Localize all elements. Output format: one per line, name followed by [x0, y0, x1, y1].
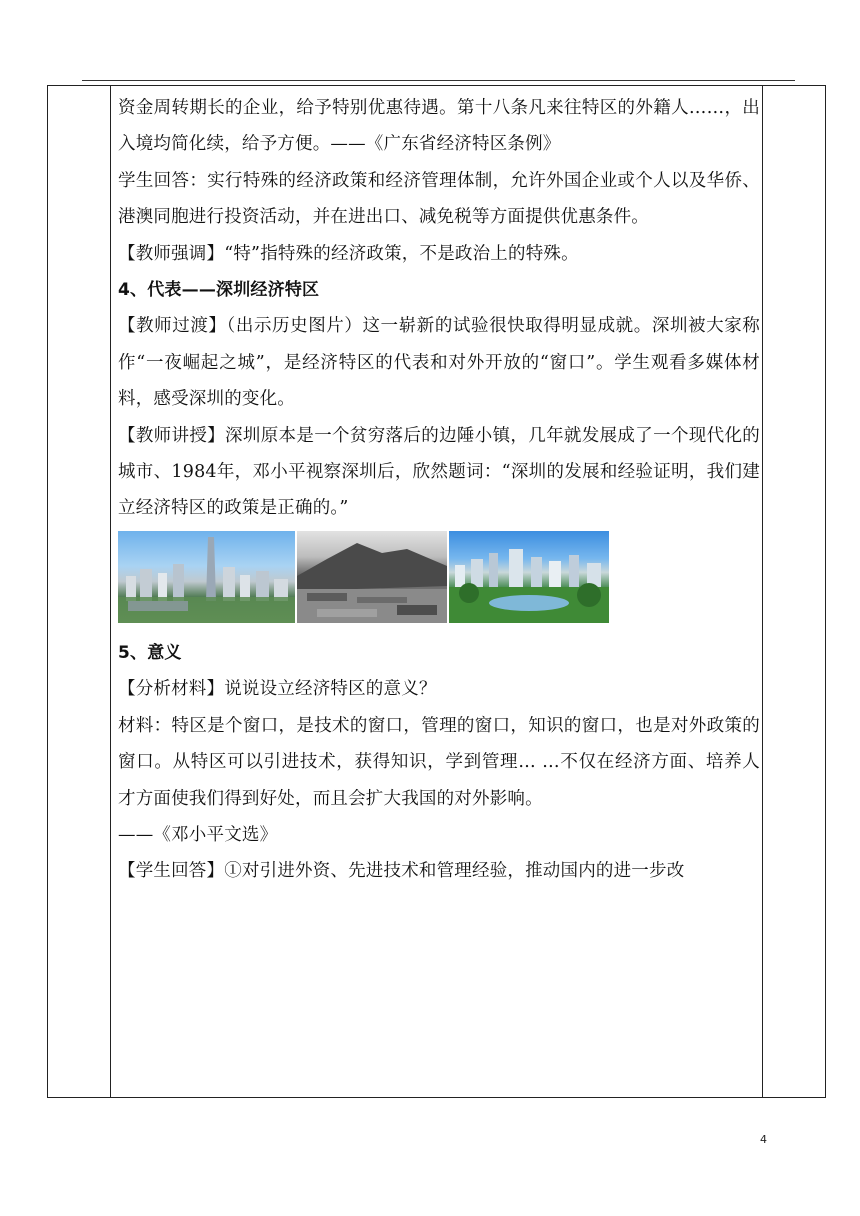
material-paragraph: 资金周转期长的企业，给予特别优惠待遇。第十八条凡来往特区的外籍人……，出入境均简化续，给予方便。——《广东省经济特区条例》: [118, 98, 760, 155]
page-number: 4: [760, 1133, 767, 1146]
teacher-transition-paragraph: 【教师过渡】（出示历史图片）这一崭新的试验很快取得明显成就。深圳被大家称作“一夜崛起之城”，是经济特区的代表和对外开放的“窗口”。学生观看多媒体材料，感受深圳的变化。: [118, 316, 760, 410]
old-shenzhen-village-photo: [297, 531, 447, 623]
teacher-lecture-paragraph: 【教师讲授】深圳原本是一个贫穷落后的边陲小镇，几年就发展成了一个现代化的城市、1984年，邓小平视察深圳后，欣然题词：“深圳的发展和经验证明，我们建立经济特区的政策是正确的。”: [118, 425, 760, 519]
material-quote-paragraph: 材料：特区是个窗口，是技术的窗口，管理的窗口，知识的窗口，也是对外政策的窗口。从特区可以引进技术，获得知识，学到管理… …不仅在经济方面、培养人才方面使我们得到好处，而且会扩大我国的对外影响。: [118, 715, 760, 809]
shenzhen-photos: [118, 531, 760, 623]
quote-source: ——《邓小平文选》: [118, 824, 278, 845]
section-heading-representative: 4、代表——深圳经济特区: [118, 280, 320, 301]
section-heading-significance: 5、意义: [118, 642, 182, 663]
analysis-question-paragraph: 【分析材料】说说设立经济特区的意义？: [118, 679, 437, 700]
shenzhen-park-photo: [449, 531, 609, 623]
lesson-content: [118, 90, 760, 890]
table-column-divider-right: [762, 86, 763, 1097]
student-answer-paragraph: 学生回答：实行特殊的经济政策和经济管理体制，允许外国企业或个人以及华侨、港澳同胞进行投资活动，并在进出口、减免税等方面提供优惠条件。: [118, 170, 760, 228]
header-rule: [82, 80, 795, 81]
table-column-divider-left: [110, 86, 111, 1097]
student-answer-significance: 【学生回答】①对引进外资、先进技术和管理经验，推动国内的进一步改: [118, 861, 685, 882]
modern-shenzhen-skyline-photo: [118, 531, 295, 623]
teacher-emphasis-paragraph: 【教师强调】“特”指特殊的经济政策，不是政治上的特殊。: [118, 243, 579, 264]
